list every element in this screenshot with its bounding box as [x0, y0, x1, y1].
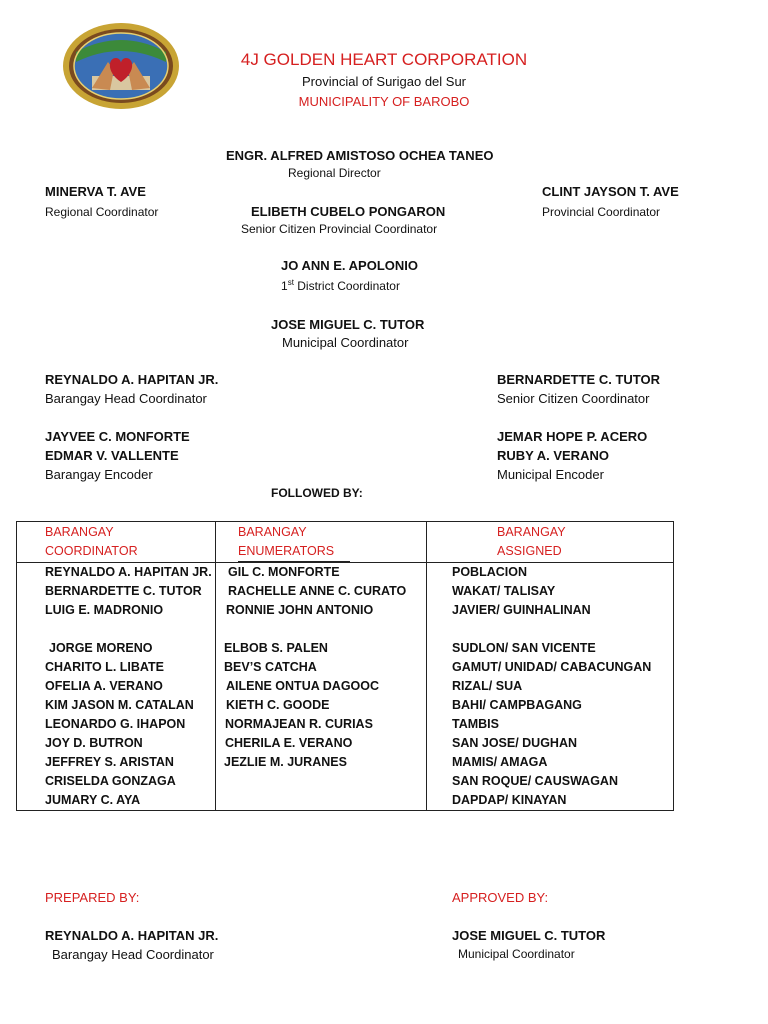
coordinator-list-item: JUMARY C. AYA [45, 793, 141, 807]
assignment-table [16, 521, 674, 811]
provincial-coordinator-role: Provincial Coordinator [542, 205, 661, 219]
enumerator-list-item: JEZLIE M. JURANES [224, 755, 347, 769]
provincial-coordinator-name: CLINT JAYSON T. AVE [542, 184, 679, 199]
province-line: Provincial of Surigao del Sur [301, 74, 467, 89]
coordinator-list-item [45, 620, 215, 639]
municipal-coordinator-name: JOSE MIGUEL C. TUTOR [271, 317, 425, 332]
coordinator-column [17, 563, 216, 811]
header-enumerators [216, 522, 427, 563]
coordinator-list-item: LEONARDO G. IHAPON [45, 717, 186, 731]
district-coordinator-name: JO ANN E. APOLONIO [281, 258, 418, 273]
followed-by-label: FOLLOWED BY: [271, 486, 363, 500]
enumerator-list-item: RACHELLE ANNE C. CURATO [228, 584, 407, 598]
senior-provincial-name: ELIBETH CUBELO PONGARON [251, 204, 446, 219]
prepared-by-name: REYNALDO A. HAPITAN JR. [45, 928, 219, 943]
company-name: 4J GOLDEN HEART CORPORATION [240, 50, 528, 69]
header-enumerators-line2: ENUMERATORS [238, 542, 350, 562]
assigned-list-item: MAMIS/ AMAGA [452, 755, 548, 769]
enumerator-list-item: KIETH C. GOODE [226, 698, 330, 712]
coordinator-list-item: OFELIA A. VERANO [45, 679, 163, 693]
enumerator-list-item: AILENE ONTUA DAGOOC [226, 679, 380, 693]
regional-coordinator-name: MINERVA T. AVE [45, 184, 146, 199]
header-assigned-line2: ASSIGNED [497, 544, 562, 558]
coordinator-list-item: CRISELDA GONZAGA [45, 774, 176, 788]
header-coordinator-line2: COORDINATOR [45, 544, 138, 558]
barangay-head-name: REYNALDO A. HAPITAN JR. [45, 372, 219, 387]
coordinator-list-item: CHARITO L. LIBATE [45, 660, 164, 674]
assigned-list-item: SUDLON/ SAN VICENTE [452, 641, 596, 655]
table-header-row [17, 522, 674, 563]
approved-by-name: JOSE MIGUEL C. TUTOR [452, 928, 606, 943]
coordinator-list-item: JORGE MORENO [49, 641, 153, 655]
coordinator-list-item: JEFFREY S. ARISTAN [45, 755, 174, 769]
enumerator-list-item: GIL C. MONFORTE [228, 565, 340, 579]
enumerator-list-item: BEV’S CATCHA [224, 660, 317, 674]
corporation-logo [62, 22, 180, 110]
assigned-list-item: SAN JOSE/ DUGHAN [452, 736, 578, 750]
assigned-list-item: DAPDAP/ KINAYAN [452, 793, 567, 807]
enumerator-list-item [224, 791, 426, 810]
assigned-list-item: POBLACION [452, 565, 527, 579]
senior-provincial-role: Senior Citizen Provincial Coordinator [241, 222, 438, 236]
regional-coordinator-role: Regional Coordinator [45, 205, 159, 219]
coordinator-list-item: REYNALDO A. HAPITAN JR. [45, 565, 212, 579]
enumerator-list-item: CHERILA E. VERANO [225, 736, 353, 750]
header-coordinator-line1: BARANGAY [45, 525, 114, 539]
assigned-list-item: GAMUT/ UNIDAD/ CABACUNGAN [452, 660, 652, 674]
enumerator-column [216, 563, 427, 811]
regional-director-name: ENGR. ALFRED AMISTOSO OCHEA TANEO [226, 148, 494, 163]
municipal-encoder-role: Municipal Encoder [497, 467, 604, 482]
senior-citizen-role: Senior Citizen Coordinator [497, 391, 650, 406]
coordinator-list-item: LUIG E. MADRONIO [45, 603, 164, 617]
header-assigned [427, 522, 674, 563]
assigned-list-item: BAHI/ CAMPBAGANG [452, 698, 582, 712]
barangay-head-role: Barangay Head Coordinator [45, 391, 207, 406]
enumerator-list-item [224, 620, 426, 639]
approved-by-role: Municipal Coordinator [458, 947, 575, 961]
senior-citizen-name: BERNARDETTE C. TUTOR [497, 372, 660, 387]
barangay-encoder-name-2: EDMAR V. VALLENTE [45, 448, 179, 463]
municipality-line: MUNICIPALITY OF BAROBO [298, 94, 470, 109]
enumerator-list-item [224, 772, 426, 791]
header-coordinator [17, 522, 216, 563]
barangay-encoder-name-1: JAYVEE C. MONFORTE [45, 429, 190, 444]
assigned-list-item: TAMBIS [452, 717, 499, 731]
assigned-list-item: WAKAT/ TALISAY [452, 584, 556, 598]
prepared-by-label: PREPARED BY: [45, 890, 140, 905]
approved-by-label: APPROVED BY: [452, 890, 549, 905]
coordinator-list-item: BERNARDETTE C. TUTOR [45, 584, 202, 598]
barangay-encoder-role: Barangay Encoder [45, 467, 153, 482]
assigned-list-item [452, 620, 673, 639]
prepared-by-role: Barangay Head Coordinator [52, 947, 214, 962]
enumerator-list-item: NORMAJEAN R. CURIAS [225, 717, 373, 731]
coordinator-list-item: JOY D. BUTRON [45, 736, 143, 750]
header-enumerators-line1: BARANGAY [238, 525, 307, 539]
regional-director-role: Regional Director [288, 166, 381, 180]
municipal-coordinator-role: Municipal Coordinator [282, 335, 409, 350]
municipal-encoder-name-2: RUBY A. VERANO [497, 448, 609, 463]
enumerator-list [216, 563, 426, 810]
assigned-list-item: RIZAL/ SUA [452, 679, 523, 693]
coordinator-list-item: KIM JASON M. CATALAN [45, 698, 194, 712]
municipal-encoder-name-1: JEMAR HOPE P. ACERO [497, 429, 648, 444]
coordinator-list [17, 563, 215, 810]
header-assigned-line1: BARANGAY [497, 525, 566, 539]
district-coordinator-role: 1st District Coordinator [281, 278, 400, 293]
assigned-list-item: JAVIER/ GUINHALINAN [452, 603, 591, 617]
enumerator-list-item: RONNIE JOHN ANTONIO [226, 603, 374, 617]
table-body-row [17, 563, 674, 811]
assigned-list-item: SAN ROQUE/ CAUSWAGAN [452, 774, 618, 788]
assigned-list [427, 563, 673, 810]
assigned-column [427, 563, 674, 811]
enumerator-list-item: ELBOB S. PALEN [224, 641, 328, 655]
